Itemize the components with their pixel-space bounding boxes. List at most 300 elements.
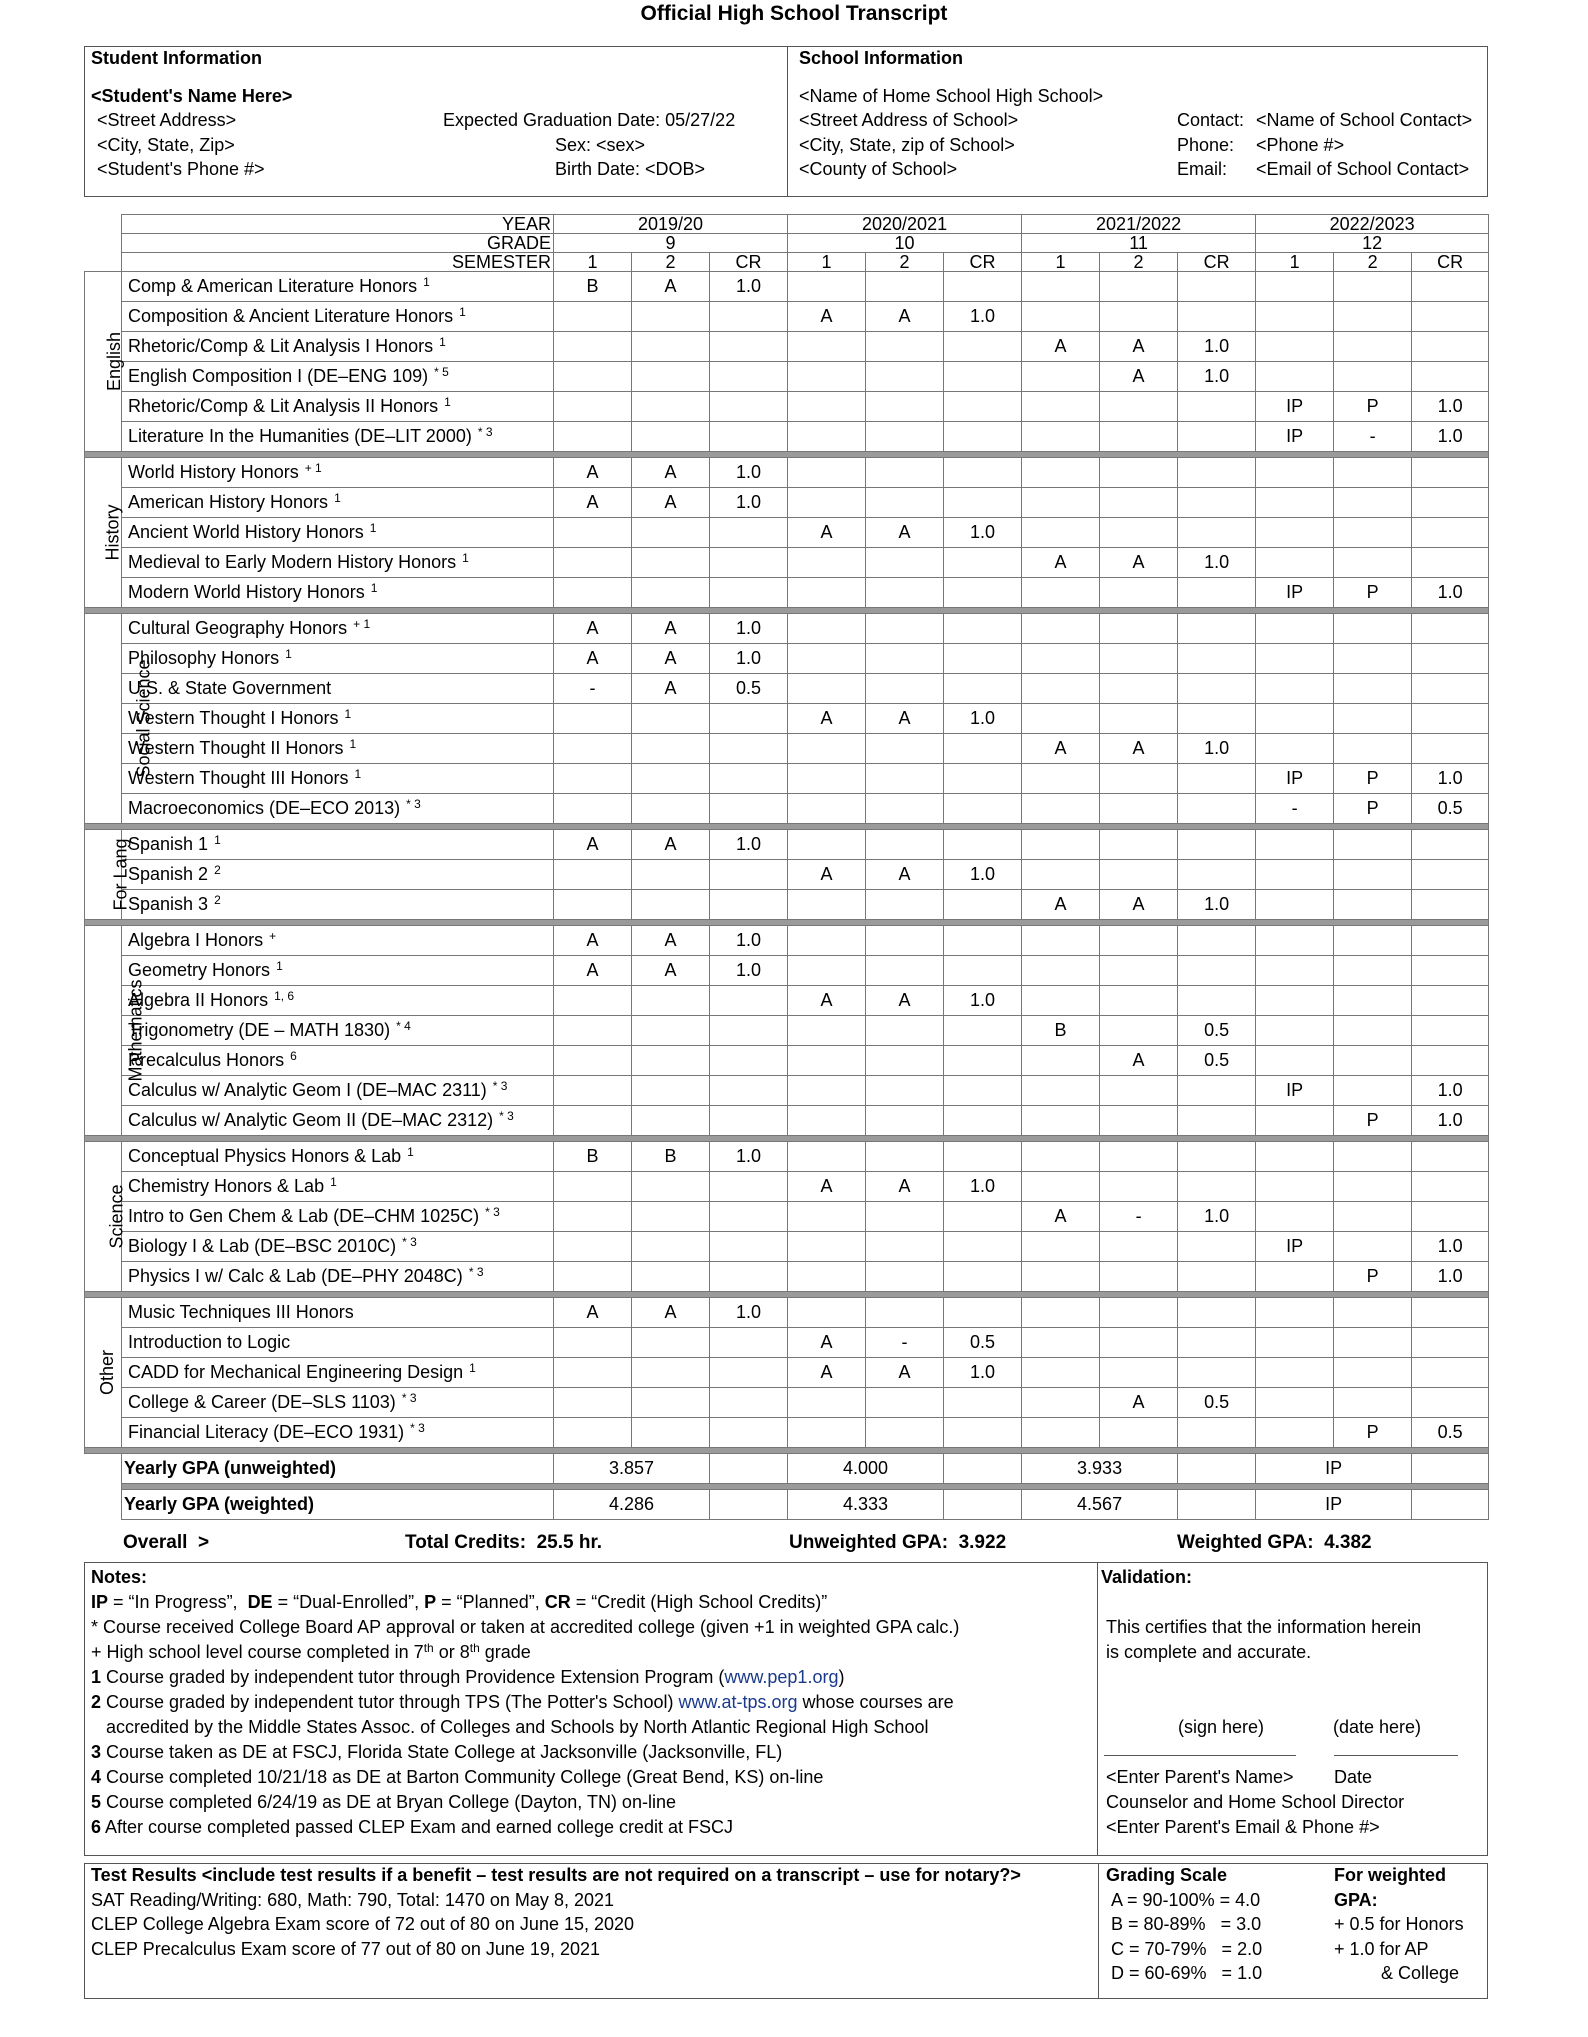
grade-cell	[1256, 1388, 1334, 1418]
grade-cell	[1334, 926, 1412, 956]
credit-cell: 1.0	[710, 614, 788, 644]
tests-heading: Test Results <include test results if a benefit – test results are not required on a transcript – use for notary?>	[91, 1865, 1021, 1885]
grade-cell	[632, 1388, 710, 1418]
credit-cell	[1178, 956, 1256, 986]
grade-cell	[1100, 1076, 1178, 1106]
credit-cell	[1412, 956, 1489, 986]
grade-cell: IP	[1256, 392, 1334, 422]
grade-cell	[1256, 548, 1334, 578]
note-plus-sup-2: th	[469, 1641, 480, 1655]
grade-cell	[1022, 458, 1100, 488]
note-2-number: 2	[91, 1692, 102, 1712]
course-title: Literature In the Humanities (DE–LIT 2000)	[128, 426, 472, 446]
course-name	[122, 890, 554, 920]
credit-cell: 1.0	[944, 986, 1022, 1016]
grade-cell	[632, 704, 710, 734]
grade-cell	[866, 488, 944, 518]
course-name	[122, 578, 554, 608]
grade-cell	[554, 764, 632, 794]
grade-cell: IP	[1256, 764, 1334, 794]
grade-cell	[788, 890, 866, 920]
notes-divider	[1097, 1562, 1098, 1856]
grade-cell: A	[788, 986, 866, 1016]
credit-cell	[944, 548, 1022, 578]
year-3: 2021/2022	[1022, 215, 1256, 234]
grade-cell	[1256, 890, 1334, 920]
credit-cell: 1.0	[1178, 362, 1256, 392]
semester-col-2: 2	[632, 253, 710, 272]
grade-cell	[554, 362, 632, 392]
school-name: <Name of Home School High School>	[799, 86, 1104, 106]
grade-cell	[1256, 302, 1334, 332]
grade-cell	[1334, 860, 1412, 890]
course-footnote: 1, 6	[274, 989, 295, 1003]
grade-cell: A	[1022, 332, 1100, 362]
grade-cell	[1022, 1172, 1100, 1202]
grade-cell	[788, 1106, 866, 1136]
course-row	[85, 1202, 1489, 1232]
course-row	[85, 458, 1489, 488]
course-name	[122, 764, 554, 794]
grade-cell	[1334, 956, 1412, 986]
credit-cell	[710, 704, 788, 734]
year-2: 2020/2021	[788, 215, 1022, 234]
credit-cell	[1412, 1016, 1489, 1046]
credit-cell	[944, 956, 1022, 986]
course-title: Geometry Honors	[128, 960, 271, 980]
credit-cell: 1.0	[710, 458, 788, 488]
grade-cell: A	[788, 1328, 866, 1358]
credit-cell	[710, 1106, 788, 1136]
test-line-1: SAT Reading/Writing: 680, Math: 790, Total: 1470 on May 8, 2021	[91, 1890, 614, 1910]
course-name	[122, 1046, 554, 1076]
course-row	[85, 1142, 1489, 1172]
graduation-date: Expected Graduation Date: 05/27/22	[443, 110, 736, 130]
header-blank	[85, 234, 122, 253]
grade-cell	[866, 734, 944, 764]
grade-cell	[1022, 956, 1100, 986]
grade-cell	[554, 734, 632, 764]
grade-cell: IP	[1256, 1232, 1334, 1262]
credit-cell: 0.5	[1178, 1046, 1256, 1076]
grade-cell	[788, 1232, 866, 1262]
pep1-link[interactable]: www.pep1.org	[724, 1667, 839, 1687]
grade-cell	[554, 1046, 632, 1076]
credit-cell	[1178, 860, 1256, 890]
course-row	[85, 332, 1489, 362]
credit-cell	[1178, 392, 1256, 422]
credit-cell: 1.0	[1412, 422, 1489, 452]
grade-cell: A	[866, 302, 944, 332]
course-footnote: * 3	[485, 1205, 500, 1219]
credit-cell	[1178, 1262, 1256, 1292]
gpa-spacer	[1412, 1454, 1489, 1484]
grade-cell	[1022, 614, 1100, 644]
credit-cell	[1178, 1328, 1256, 1358]
grade-cell	[554, 392, 632, 422]
grade-cell	[788, 1142, 866, 1172]
course-footnote: * 3	[410, 1421, 425, 1435]
semester-col-cr: CR	[710, 253, 788, 272]
grade-cell	[632, 1328, 710, 1358]
note-plus-sup-1: th	[423, 1641, 434, 1655]
note-3-number: 3	[91, 1742, 102, 1762]
course-name	[122, 926, 554, 956]
grade-cell	[1022, 1388, 1100, 1418]
credit-cell	[1178, 704, 1256, 734]
grade-cell	[1256, 1046, 1334, 1076]
credit-cell: 1.0	[1412, 392, 1489, 422]
course-row	[85, 644, 1489, 674]
credit-cell	[710, 734, 788, 764]
grade-cell: P	[1334, 764, 1412, 794]
grade-cell	[866, 1202, 944, 1232]
grade-cell	[554, 1418, 632, 1448]
note-5	[91, 1790, 676, 1815]
course-row	[85, 422, 1489, 452]
category-name: Science	[106, 1184, 127, 1249]
grade-cell	[788, 272, 866, 302]
course-row	[85, 674, 1489, 704]
gpa-blank	[85, 1490, 122, 1520]
credit-cell: 0.5	[1412, 1418, 1489, 1448]
weighted-heading-1: For weighted	[1334, 1865, 1446, 1885]
grade-cell	[866, 890, 944, 920]
tests-divider	[1098, 1863, 1099, 1999]
grade-cell	[1256, 674, 1334, 704]
grade-cell	[1334, 614, 1412, 644]
grade-cell	[1100, 518, 1178, 548]
grade-cell	[554, 1262, 632, 1292]
grade-cell	[1100, 644, 1178, 674]
credit-cell: 1.0	[944, 1172, 1022, 1202]
grade-cell	[788, 488, 866, 518]
grade-cell	[554, 302, 632, 332]
parent-name: <Enter Parent's Name>	[1106, 1767, 1294, 1787]
grade-cell: A	[1100, 734, 1178, 764]
note-5-number: 5	[91, 1792, 102, 1812]
grade-cell	[554, 860, 632, 890]
credit-cell	[1412, 734, 1489, 764]
school-contact: <Name of School Contact>	[1256, 110, 1473, 130]
grade-cell	[632, 1202, 710, 1232]
grade-cell	[554, 794, 632, 824]
credit-cell	[710, 302, 788, 332]
category-name: For Lang	[110, 838, 131, 911]
grade-cell	[632, 986, 710, 1016]
cr-abbr: CR	[544, 1592, 571, 1612]
grade-cell	[1022, 272, 1100, 302]
grading-line-1: A = 90-100% = 4.0	[1111, 1890, 1261, 1910]
grade-cell	[788, 830, 866, 860]
credit-cell	[944, 1076, 1022, 1106]
note-plus-text-c: grade	[479, 1642, 531, 1662]
grade-cell	[1334, 272, 1412, 302]
course-footnote: 1	[462, 551, 469, 565]
note-5-text: Course completed 6/24/19 as DE at Bryan College (Dayton, TN) on-line	[101, 1792, 676, 1812]
grade-cell	[866, 272, 944, 302]
grade-cell: A	[632, 458, 710, 488]
grade-cell	[1256, 1262, 1334, 1292]
course-footnote: 1	[444, 395, 451, 409]
course-footnote: 1	[423, 275, 430, 289]
yearly-gpa-value: IP	[1256, 1490, 1412, 1520]
credit-cell	[1178, 302, 1256, 332]
grade-cell	[1100, 272, 1178, 302]
grade-cell: P	[1334, 392, 1412, 422]
grade-cell	[632, 362, 710, 392]
credit-cell	[710, 1418, 788, 1448]
de-def: = “Dual-Enrolled”,	[272, 1592, 425, 1612]
grade-cell	[788, 956, 866, 986]
note-2-continued: accredited by the Middle States Assoc. of Colleges and Schools by North Atlantic Regional High School	[106, 1717, 929, 1737]
note-1-end: )	[838, 1667, 845, 1687]
grade-cell	[866, 1106, 944, 1136]
grade-cell	[866, 614, 944, 644]
yearly-gpa-value: 4.333	[788, 1490, 944, 1520]
grade-cell	[788, 362, 866, 392]
gpa-spacer	[1178, 1454, 1256, 1484]
credit-cell	[1178, 518, 1256, 548]
course-footnote: + 1	[304, 461, 322, 475]
grade-cell: IP	[1256, 578, 1334, 608]
course-footnote: 1	[276, 959, 283, 973]
credit-cell: 1.0	[1178, 1202, 1256, 1232]
course-row	[85, 764, 1489, 794]
year-1: 2019/20	[554, 215, 788, 234]
phone-label: Phone:	[1177, 135, 1235, 155]
grade-cell	[1022, 362, 1100, 392]
grade-cell: A	[1100, 1388, 1178, 1418]
credit-cell	[944, 1388, 1022, 1418]
ip-def: = “In Progress”,	[108, 1592, 248, 1612]
grade-cell	[1334, 488, 1412, 518]
credit-cell: 1.0	[944, 302, 1022, 332]
credit-cell	[1178, 794, 1256, 824]
grade-cell	[866, 1016, 944, 1046]
credit-cell	[1178, 1172, 1256, 1202]
grade-cell	[1022, 1076, 1100, 1106]
grade-cell	[1334, 1076, 1412, 1106]
grade-cell	[554, 548, 632, 578]
credit-cell	[1412, 488, 1489, 518]
course-row	[85, 578, 1489, 608]
date-here-label: (date here)	[1333, 1717, 1422, 1737]
grade-cell	[1256, 1358, 1334, 1388]
email-label: Email:	[1177, 159, 1228, 179]
grade-cell: A	[866, 986, 944, 1016]
grade-cell	[632, 1262, 710, 1292]
course-title: Ancient World History Honors	[128, 522, 364, 542]
at-tps-link[interactable]: www.at-tps.org	[678, 1692, 798, 1712]
credit-cell	[1178, 1142, 1256, 1172]
credit-cell: 1.0	[944, 1358, 1022, 1388]
grade-cell	[554, 1106, 632, 1136]
note-4-number: 4	[91, 1767, 102, 1787]
grade-cell: -	[1256, 794, 1334, 824]
grade-cell	[1100, 956, 1178, 986]
grade-cell	[632, 1232, 710, 1262]
course-row	[85, 1016, 1489, 1046]
note-1-text: Course graded by independent tutor through Providence Extension Program (	[101, 1667, 725, 1687]
course-title: Rhetoric/Comp & Lit Analysis I Honors	[128, 336, 434, 356]
credit-cell	[1178, 578, 1256, 608]
course-name	[122, 422, 554, 452]
grade-cell	[554, 1358, 632, 1388]
semester-col-cr: CR	[1178, 253, 1256, 272]
note-4	[91, 1765, 823, 1790]
grade-cell	[1100, 860, 1178, 890]
credit-cell	[1178, 1232, 1256, 1262]
grade-cell: A	[866, 704, 944, 734]
credit-cell	[944, 830, 1022, 860]
grade-cell	[866, 1298, 944, 1328]
grade-cell	[1334, 1358, 1412, 1388]
grade-cell	[1100, 986, 1178, 1016]
course-row	[85, 614, 1489, 644]
course-name	[122, 392, 554, 422]
grade-cell	[554, 1076, 632, 1106]
credit-cell	[710, 1202, 788, 1232]
grade-cell	[788, 1298, 866, 1328]
weighted-college: & College	[1381, 1963, 1460, 1983]
grade-cell	[632, 548, 710, 578]
course-row	[85, 1388, 1489, 1418]
notes-heading: Notes:	[91, 1567, 148, 1587]
credit-cell: 1.0	[1178, 734, 1256, 764]
note-3-text: Course taken as DE at FSCJ, Florida State College at Jacksonville (Jacksonville, FL)	[101, 1742, 783, 1762]
category-label	[85, 458, 122, 608]
grade-cell	[1100, 1418, 1178, 1448]
credit-cell	[944, 578, 1022, 608]
grade-cell: -	[1100, 1202, 1178, 1232]
grade-cell	[788, 548, 866, 578]
credit-cell	[944, 1298, 1022, 1328]
course-row	[85, 1232, 1489, 1262]
credit-cell	[1412, 1328, 1489, 1358]
credit-cell: 1.0	[710, 488, 788, 518]
grade-cell	[1100, 704, 1178, 734]
grade-cell	[1100, 392, 1178, 422]
course-footnote: 1	[469, 1361, 476, 1375]
grade-cell	[788, 1388, 866, 1418]
course-row	[85, 1262, 1489, 1292]
grade-cell: A	[554, 488, 632, 518]
yearly-gpa-value: 4.000	[788, 1454, 944, 1484]
course-row	[85, 926, 1489, 956]
grade-cell: IP	[1256, 1076, 1334, 1106]
grade-cell	[788, 644, 866, 674]
course-footnote: 1	[370, 581, 378, 595]
grading-line-2: B = 80-89% = 3.0	[1111, 1914, 1262, 1934]
gpa-spacer	[944, 1490, 1022, 1520]
grade-cell	[632, 794, 710, 824]
credit-cell	[1178, 1106, 1256, 1136]
note-6-text: After course completed passed CLEP Exam and earned college credit at FSCJ	[101, 1817, 734, 1837]
overall-label: Overall >	[123, 1532, 210, 1553]
student-city: <City, State, Zip>	[97, 135, 235, 155]
course-row	[85, 1358, 1489, 1388]
category-name: History	[102, 504, 123, 561]
course-title: World History Honors	[128, 462, 299, 482]
course-name	[122, 986, 554, 1016]
course-title: Medieval to Early Modern History Honors	[128, 552, 457, 572]
grade-cell	[866, 422, 944, 452]
category-label	[85, 1298, 122, 1448]
course-row	[85, 890, 1489, 920]
course-footnote: * 3	[402, 1235, 417, 1249]
grade-cell	[1022, 578, 1100, 608]
course-footnote: 1	[369, 521, 377, 535]
credit-cell	[710, 392, 788, 422]
course-name	[122, 1202, 554, 1232]
credit-cell	[710, 1232, 788, 1262]
date-line[interactable]	[1334, 1755, 1458, 1756]
grade-cell	[554, 986, 632, 1016]
grade-cell: A	[788, 1358, 866, 1388]
overall-unweighted-gpa: Unweighted GPA: 3.922	[789, 1532, 1007, 1553]
credit-cell: 1.0	[710, 1298, 788, 1328]
credit-cell: 0.5	[1178, 1388, 1256, 1418]
credit-cell	[710, 422, 788, 452]
credit-cell	[1178, 272, 1256, 302]
course-title: College & Career (DE–SLS 1103)	[128, 1392, 396, 1412]
course-footnote: 1	[334, 491, 341, 505]
signature-line[interactable]	[1104, 1755, 1296, 1756]
credit-cell: 1.0	[1412, 1232, 1489, 1262]
category-name: Other	[97, 1349, 118, 1396]
gpa-blank	[85, 1454, 122, 1484]
grade-cell	[632, 392, 710, 422]
grade-cell: A	[1100, 332, 1178, 362]
course-title: Spanish 1	[128, 834, 209, 854]
course-name	[122, 644, 554, 674]
course-title: Physics I w/ Calc & Lab (DE–PHY 2048C)	[128, 1266, 463, 1286]
school-phone: <Phone #>	[1256, 135, 1345, 155]
credit-cell	[710, 362, 788, 392]
credit-cell: 1.0	[710, 644, 788, 674]
grade-cell	[632, 1046, 710, 1076]
semester-col-2: 2	[1100, 253, 1178, 272]
grade-cell	[1256, 272, 1334, 302]
course-title: CADD for Mechanical Engineering Design	[128, 1362, 464, 1382]
credit-cell: 1.0	[1178, 890, 1256, 920]
course-row	[85, 1298, 1489, 1328]
gpa-unweighted-row	[85, 1454, 1489, 1484]
credit-cell	[944, 764, 1022, 794]
gpa-weighted-row	[85, 1490, 1489, 1520]
course-name	[122, 362, 554, 392]
grade-cell: A	[632, 1298, 710, 1328]
grade-cell	[1256, 362, 1334, 392]
student-sex: Sex: <sex>	[555, 135, 646, 155]
grade-cell	[1334, 734, 1412, 764]
course-footnote: 1	[214, 833, 221, 847]
grade-cell	[632, 860, 710, 890]
grade-cell	[866, 362, 944, 392]
note-2	[91, 1690, 954, 1715]
credit-cell	[944, 674, 1022, 704]
grade-cell	[1256, 1172, 1334, 1202]
grade-cell	[1100, 1172, 1178, 1202]
grade-cell	[1100, 578, 1178, 608]
grade-cell	[632, 422, 710, 452]
course-title: Macroeconomics (DE–ECO 2013)	[128, 798, 401, 818]
grade-cell	[1100, 1232, 1178, 1262]
grade-cell	[1022, 518, 1100, 548]
sign-here-label: (sign here)	[1178, 1717, 1265, 1737]
contact-label: Contact:	[1177, 110, 1245, 130]
